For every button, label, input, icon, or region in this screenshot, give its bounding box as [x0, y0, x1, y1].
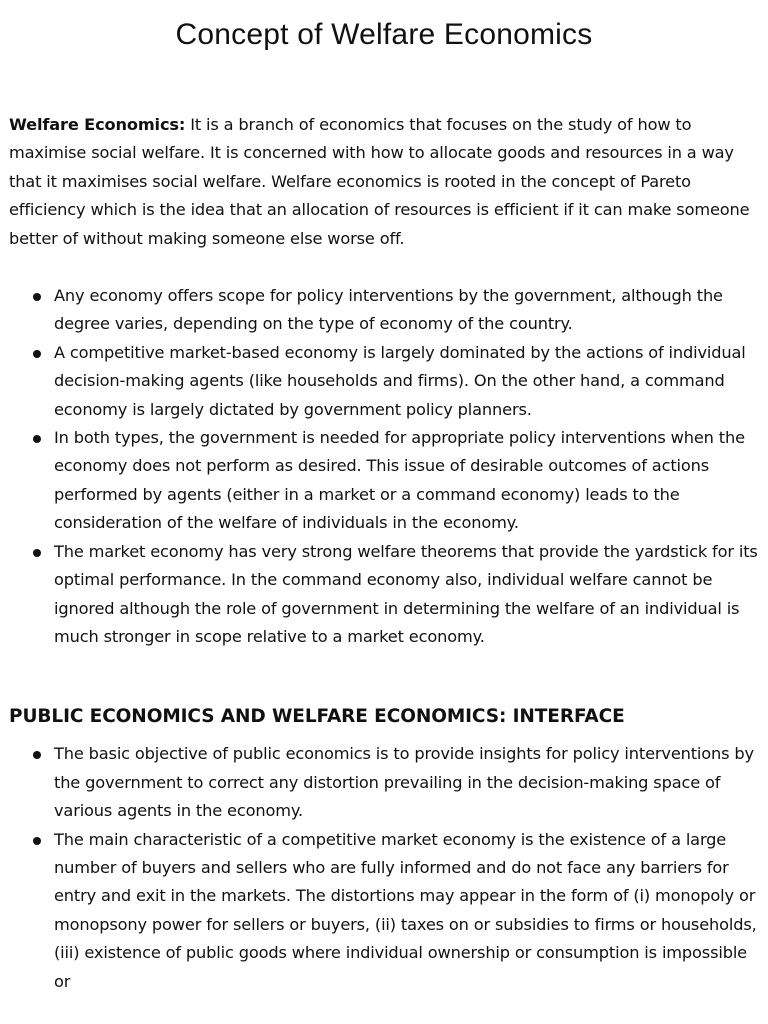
list-item: Any economy offers scope for policy interventions by the government, although the degree varies, depending on the type of economy of the country.	[9, 282, 765, 339]
concept-bullet-list	[9, 282, 765, 651]
list-item: In both types, the government is needed for appropriate policy interventions when the economy does not perform as desired. This issue of desirable outcomes of actions performed by agents (either in a market or a command economy) leads to the consideration of the welfare of individuals in the economy.	[9, 424, 765, 538]
document-body	[9, 111, 765, 996]
list-item: The basic objective of public economics is to provide insights for policy interventions by the government to correct any distortion prevailing in the decision-making space of various agents in the economy.	[9, 740, 765, 825]
intro-paragraph	[9, 111, 765, 253]
list-item: A competitive market-based economy is largely dominated by the actions of individual decision-making agents (like households and firms). On the other hand, a command economy is largely dictated by government policy planners.	[9, 339, 765, 424]
section-heading: PUBLIC ECONOMICS AND WELFARE ECONOMICS: INTERFACE	[9, 706, 625, 728]
list-item: The market economy has very strong welfare theorems that provide the yardstick for its optimal performance. In the command economy also, individual welfare cannot be ignored although the role of government in determining the welfare of an individual is much stronger in scope relative to a market economy.	[9, 538, 765, 652]
page-title: Concept of Welfare Economics	[175, 18, 593, 51]
intro-text: It is a branch of economics that focuses on the study of how to maximise social welfare. It is concerned with how to allocate goods and resources in a way that it maximises social welfare. Welfare economics is rooted in the concept of Pareto efficiency which is the idea that an allocation of resources is efficient if it can make someone better of without making someone else worse off.	[9, 115, 750, 248]
interface-bullet-list	[9, 740, 765, 996]
intro-term: Welfare Economics:	[9, 115, 186, 134]
list-item: The main characteristic of a competitive market economy is the existence of a large number of buyers and sellers who are fully informed and do not face any barriers for entry and exit in the markets. The distortions may appear in the form of (i) monopoly or monopsony power for sellers or buyers, (ii) taxes on or subsidies to firms or households, (iii) existence of public goods where individual ownership or consumption is impossible or	[9, 826, 765, 996]
